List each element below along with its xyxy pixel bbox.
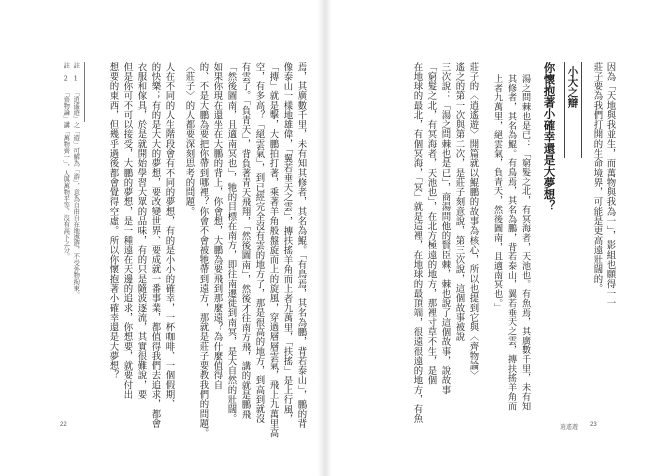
footnote-1: 註 1 「逍遙遊」之「遊」可解為「游」，意為自由自在地遨遊，不受外物拘束。 xyxy=(72,62,80,298)
intro-line-1: 因為「天地與我並生，而萬物與我為一」，影組也願得一一 xyxy=(604,62,616,308)
chapter-title: 你懷抱著小確幸還是大夢想？ xyxy=(542,62,557,212)
right-body-line-3: 三次說：「湯之問棘也是已」，商湯問他的賢臣棘，棘也說了這個故事，說故事 xyxy=(439,62,451,395)
left-body-line-9: 〈莊子〉的人都要深刻思考的問題。 xyxy=(183,62,195,217)
section-heading-box xyxy=(564,62,582,158)
right-body-line-4: 「窮髮之北，有冥海者，天池也」，在北方極遠的地方，那裡寸草不生，是個 xyxy=(425,62,437,386)
right-folio: 23 xyxy=(590,422,597,428)
left-body-line-3: 「摶」就是擊，大鵬拍打著，乘著羊角般盤旋而上的旋風，穿過層層雲氣，飛上九萬里高 xyxy=(267,62,279,438)
right-body-line-2: 遙之的第一次與第二次，是莊子刻意說，第三次說，這個故事被說 xyxy=(453,62,465,342)
footnote-2: 註 2 「齊物論」講「萬物齊一」，人與萬物平等，沒有高下之分。 xyxy=(62,62,70,260)
right-body-line-1: 莊子的〈逍遙遊〉開篇就以鯤鵬的故事為核心，所以也提到它與〈齊物論〉 xyxy=(467,62,479,381)
footnote-rule xyxy=(84,62,85,122)
left-body-line-4: 空，有多高？「絕雲氣」，到已經完全沒有雲的地方了，那是很高的地方，到高到就沒 xyxy=(253,62,265,424)
quote-line-1: 湯之問棘也是已：「窮髮之北，有冥海者，天池也。有魚焉，其廣數千里，未有知 xyxy=(520,74,531,411)
left-body-line-12: 衣服和傢具，於是就開始學習大眾的品味，有的只是隨波逐流，其實很難說，要 xyxy=(135,62,147,400)
gutter-shadow xyxy=(318,0,332,476)
left-body-line-11: 的快樂；有的是大大的夢想，要改變世界、要成就一番事業，都值得我們去追求，都會 xyxy=(149,62,161,429)
left-body-line-6: 「然後圖南，且適南冥也」，牠的目標在南方，即往南遷徙到南冥，是大自然的壯闊。 xyxy=(225,62,237,424)
left-body-line-5: 有雲了。「負青天」，背負著青天飛翔，「然後圖南」，然後才往南方飛，講的就是鵬飛 xyxy=(239,62,251,420)
left-body-line-13: 但是你可不可以接受，大鵬的夢想，是一種遠在天邊的追求，你想要，就要付出 xyxy=(121,62,133,400)
quote-line-2: 其修者，其名為鯤。有鳥焉，其名為鵬，背若泰山，翼若垂天之雲，摶扶搖羊角而 xyxy=(506,74,517,411)
section-heading: 小大之辯 xyxy=(566,66,579,108)
left-body-line-1: 焉，其廣數千里，未有知其修者，其名為鯤。「有鳥焉，其名為鵬，背若泰山」，鵬的背 xyxy=(295,62,307,429)
left-body-line-10: 人在不同的人生階段會有不同的夢想，有的是小小的確幸，一杯咖啡、一個假期、 xyxy=(163,62,175,410)
left-folio: 22 xyxy=(60,422,67,428)
left-body-line-2: 像泰山一樣地雄偉，「翼若垂天之雲」，摶扶搖羊角而上者九萬里，「扶搖」是上行風， xyxy=(281,62,293,424)
left-body-line-7: 如果你現在還坐在大鵬的背上，你會想，大鵬為要飛到那麼遠？為什麼值得自 xyxy=(211,62,223,390)
left-body-line-8: 的、不是大鵬為要把你帶到哪裡？你會不會被牠帶到遠方，那就是莊子要教我們的問題。 xyxy=(197,62,209,438)
left-body-line-14: 想要的東西，但幾乎過後都會覺得空虛。所以你懷抱著小確幸還是大夢想？ xyxy=(107,62,119,381)
intro-line-2: 莊子要為我們打開的生命境界，可能是更高遠壯闊的。 xyxy=(591,62,603,294)
quote-line-3: 上者九萬里，絕雲氣，負青天，然後圖南，且適南冥也。」 xyxy=(492,74,503,313)
running-head: 逍遙遊 xyxy=(560,424,579,431)
right-body-line-5: 在地球的最北，有個冥海，「冥」就是這裡，在地球的最頂端，很遠很遠的地方，有魚 xyxy=(411,62,423,424)
